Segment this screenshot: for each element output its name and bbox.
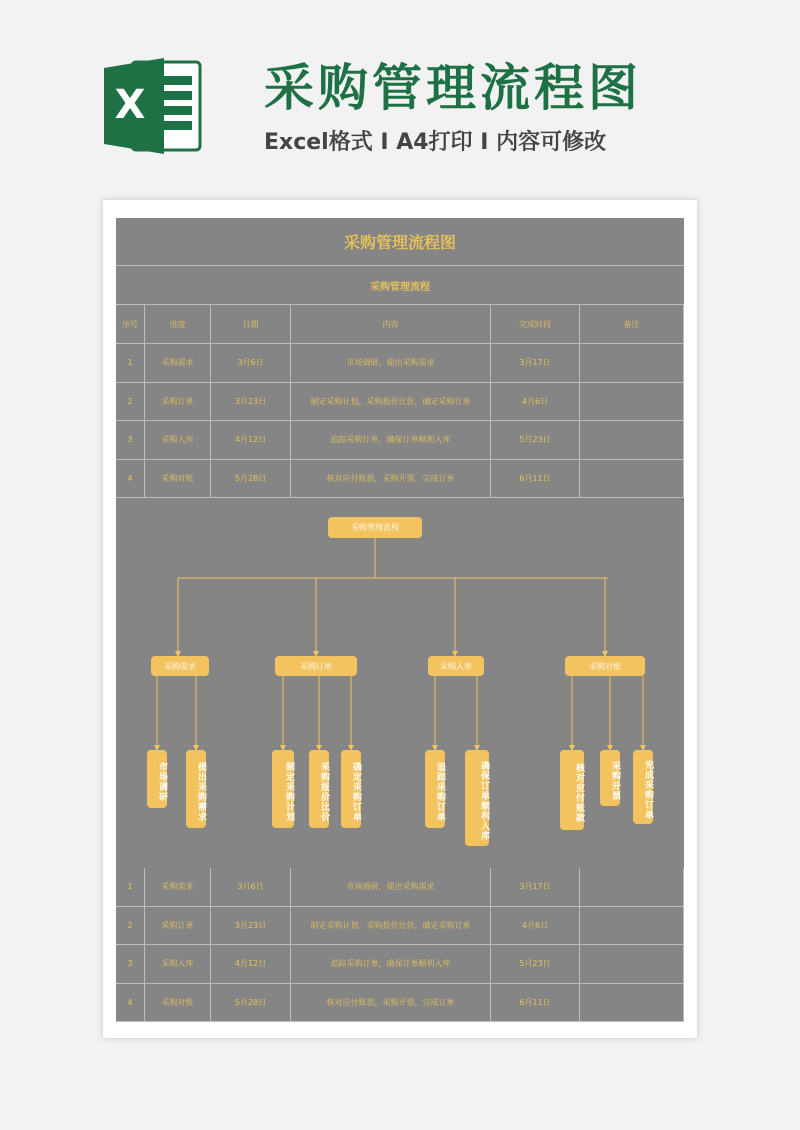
table-cell: 4月12日 — [211, 421, 291, 460]
table-cell: 采购对账 — [145, 460, 211, 499]
table-cell: 2 — [116, 383, 145, 422]
column-header: 序号 — [116, 305, 145, 344]
flow-branch-node: 采购入库 — [428, 656, 484, 676]
table-cell: 市场调研，提出采购需求 — [291, 868, 491, 907]
table-cell: 市场调研，提出采购需求 — [291, 344, 491, 383]
table-cell: 5月23日 — [491, 421, 580, 460]
table-cell — [580, 460, 684, 499]
table-cell: 3月17日 — [491, 344, 580, 383]
flow-leaf-node: 核对应付账款 — [560, 750, 584, 830]
flow-leaf-node: 市场调研 — [147, 750, 167, 808]
table-cell: 5月28日 — [211, 460, 291, 499]
flow-leaf-node: 确保订单顺利入库 — [465, 750, 489, 846]
table-cell: 3月6日 — [211, 344, 291, 383]
flow-branch-node: 采购对账 — [565, 656, 645, 676]
column-header: 内容 — [291, 305, 491, 344]
flow-leaf-node: 采购报价比价 — [309, 750, 329, 828]
table-cell: 采购订单 — [145, 383, 211, 422]
table-cell: 3月6日 — [211, 868, 291, 907]
flow-root-node: 采购管理流程 — [328, 517, 422, 538]
table-cell: 4月12日 — [211, 945, 291, 984]
logo-letter: X — [114, 82, 146, 128]
table-cell: 1 — [116, 868, 145, 907]
flow-leaf-node: 制定采购计划 — [272, 750, 294, 828]
column-header: 完成时间 — [491, 305, 580, 344]
table-cell: 采购需求 — [145, 868, 211, 907]
table-cell: 6月11日 — [491, 460, 580, 499]
table-cell: 追踪采购订单，确保订单顺利入库 — [291, 421, 491, 460]
table-cell: 追踪采购订单，确保订单顺利入库 — [291, 945, 491, 984]
table-cell: 采购入库 — [145, 421, 211, 460]
table-cell: 核对应付账款，采购开票，完成订单 — [291, 460, 491, 499]
table-cell — [580, 984, 684, 1023]
table-cell: 制定采购计划，采购报价比价，确定采购订单 — [291, 907, 491, 946]
sheet-title: 采购管理流程图 — [116, 218, 684, 266]
table-cell: 5月28日 — [211, 984, 291, 1023]
table-cell: 6月11日 — [491, 984, 580, 1023]
column-header: 备注 — [580, 305, 684, 344]
table-cell: 制定采购计划，采购报价比价，确定采购订单 — [291, 383, 491, 422]
table-cell: 3 — [116, 421, 145, 460]
flow-leaf-node: 确定采购订单 — [341, 750, 361, 828]
table-cell: 4月6日 — [491, 383, 580, 422]
table-cell: 4 — [116, 460, 145, 499]
flow-leaf-node: 追踪采购订单 — [425, 750, 445, 828]
table-cell: 采购需求 — [145, 344, 211, 383]
table-cell: 采购对账 — [145, 984, 211, 1023]
table-cell: 1 — [116, 344, 145, 383]
table-cell: 3月17日 — [491, 868, 580, 907]
table-cell: 4 — [116, 984, 145, 1023]
table-cell: 核对应付账款，采购开票，完成订单 — [291, 984, 491, 1023]
flow-leaf-node: 完成采购订单 — [633, 750, 653, 824]
table-cell: 3月23日 — [211, 907, 291, 946]
column-header: 进度 — [145, 305, 211, 344]
table-cell — [580, 868, 684, 907]
flow-branch-node: 采购订单 — [275, 656, 357, 676]
flow-leaf-node: 采购开票 — [600, 750, 620, 806]
table-cell — [580, 344, 684, 383]
page-title: 采购管理流程图 — [264, 59, 642, 117]
column-header: 日期 — [211, 305, 291, 344]
table-cell — [580, 945, 684, 984]
flow-branch-node: 采购需求 — [151, 656, 209, 676]
flow-leaf-node: 提出采购需求 — [186, 750, 206, 828]
table-cell — [580, 383, 684, 422]
table-cell: 5月23日 — [491, 945, 580, 984]
table-cell: 3 — [116, 945, 145, 984]
table-cell: 采购入库 — [145, 945, 211, 984]
table-cell: 3月23日 — [211, 383, 291, 422]
page-subtitle: Excel格式 Ⅰ A4打印 Ⅰ 内容可修改 — [264, 130, 607, 155]
table-cell: 4月6日 — [491, 907, 580, 946]
table-cell — [580, 907, 684, 946]
table-cell: 采购订单 — [145, 907, 211, 946]
table-cell — [580, 421, 684, 460]
table-cell: 2 — [116, 907, 145, 946]
section-title: 采购管理流程 — [116, 266, 684, 305]
